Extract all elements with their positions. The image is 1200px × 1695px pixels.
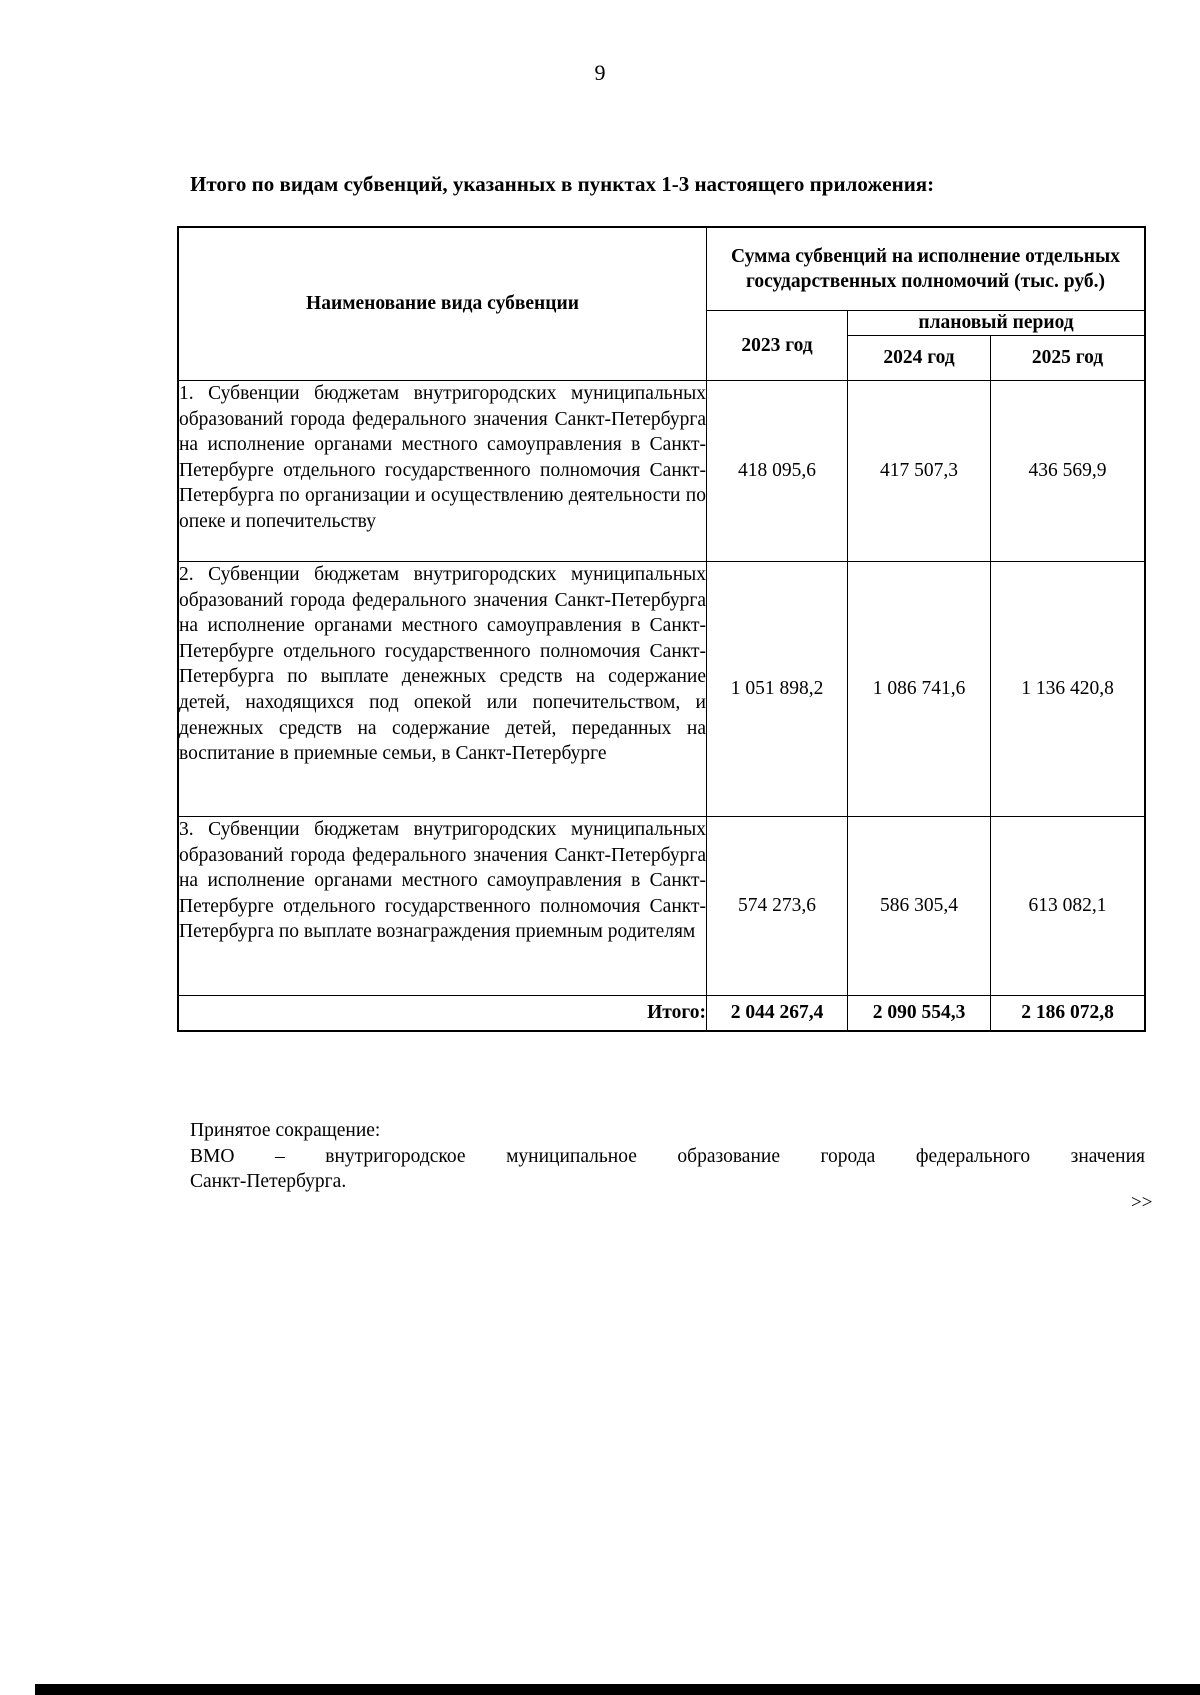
total-2024: 2 090 554,3	[848, 996, 991, 1032]
table-row	[178, 817, 1145, 996]
row-2-2023: 1 051 898,2	[707, 562, 848, 817]
total-row	[178, 996, 1145, 1032]
header-name-column: Наименование вида субвенции	[178, 227, 707, 381]
row-1-name: 1. Субвенции бюджетам внутригородских муниципальных образований города федерального значения Санкт-Петербурга на исполнение органами местного самоуправления в Санкт-Петербурге отдельного государственного полномочия Санкт-Петербурга по организации и осуществлению деятельности по опеке и попечительству	[178, 381, 707, 562]
abbreviation-note	[190, 1118, 1145, 1195]
header-year-2024: 2024 год	[848, 336, 991, 381]
row-3-2023: 574 273,6	[707, 817, 848, 996]
row-1-2023: 418 095,6	[707, 381, 848, 562]
table-row	[178, 381, 1145, 562]
row-3-name: 3. Субвенции бюджетам внутригородских муниципальных образований города федерального значения Санкт-Петербурга на исполнение органами местного самоуправления в Санкт-Петербурге отдельного государственного полномочия Санкт-Петербурга по выплате вознаграждения приемным родителям	[178, 817, 707, 996]
total-2023: 2 044 267,4	[707, 996, 848, 1032]
abbreviation-line-1: ВМО – внутригородское муниципальное образование города федерального значения	[190, 1145, 1145, 1167]
row-1-2024: 417 507,3	[848, 381, 991, 562]
table-row	[178, 562, 1145, 817]
row-3-2024: 586 305,4	[848, 817, 991, 996]
subventions-table	[177, 226, 1146, 1032]
abbreviation-heading: Принятое сокращение:	[190, 1120, 381, 1141]
header-year-2023: 2023 год	[707, 311, 848, 381]
continuation-mark: >>	[1131, 1192, 1153, 1213]
header-year-2025: 2025 год	[991, 336, 1146, 381]
row-2-2025: 1 136 420,8	[991, 562, 1146, 817]
total-2025: 2 186 072,8	[991, 996, 1146, 1032]
row-2-2024: 1 086 741,6	[848, 562, 991, 817]
row-2-name: 2. Субвенции бюджетам внутригородских муниципальных образований города федерального значения Санкт-Петербурга на исполнение органами местного самоуправления в Санкт-Петербурге отдельного государственного полномочия Санкт-Петербурга по выплате денежных средств на содержание детей, находящихся под опекой или попечительством, и денежных средств на содержание детей, переданных на воспитание в приемные семьи, в Санкт-Петербурге	[178, 562, 707, 817]
page-number: 9	[594, 60, 606, 85]
table-header-row-1	[178, 227, 1145, 311]
header-sum-column: Сумма субвенций на исполнение отдельных государственных полномочий (тыс. руб.)	[707, 227, 1146, 311]
table-title: Итого по видам субвенций, указанных в пунктах 1-3 настоящего приложения:	[190, 172, 935, 196]
scan-edge-bar	[35, 1684, 1200, 1695]
abbreviation-definition	[190, 1144, 1145, 1195]
header-planned-period: плановый период	[848, 311, 1146, 336]
row-1-2025: 436 569,9	[991, 381, 1146, 562]
total-label: Итого:	[178, 996, 707, 1032]
abbreviation-line-2: Санкт-Петербурга.	[190, 1171, 347, 1192]
row-3-2025: 613 082,1	[991, 817, 1146, 996]
